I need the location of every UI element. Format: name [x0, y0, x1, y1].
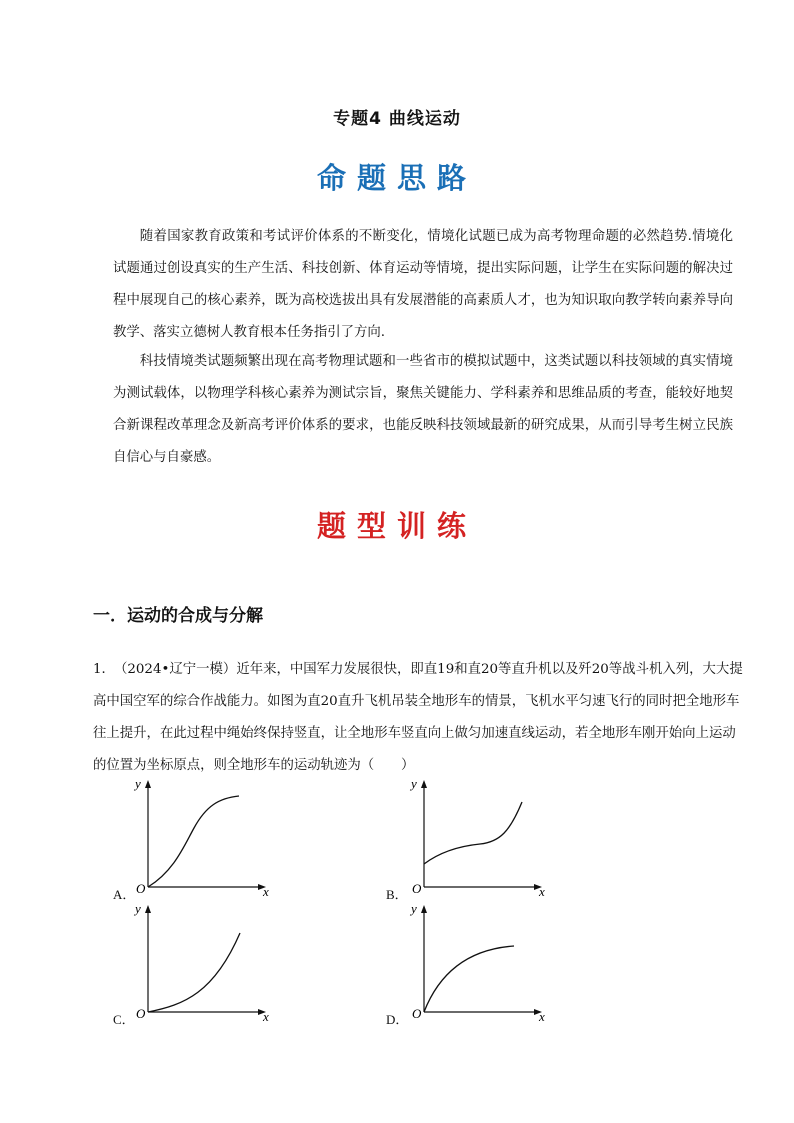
origin-label: O [136, 1006, 146, 1021]
option-a-label: A． [113, 887, 136, 902]
option-d-graph [410, 901, 550, 1023]
x-axis-label: x [263, 1009, 269, 1024]
section-heading: 一．运动的合成与分解 [93, 606, 263, 626]
heading-mingti-silu: 命题思路 [316, 161, 477, 195]
origin-label: O [136, 881, 146, 896]
y-axis-label: y [411, 776, 417, 791]
intro-paragraph-2: 科技情境类试题频繁出现在高考物理试题和一些省市的模拟试题中，这类试题以科技领域的真实情境为测试载体，以物理学科核心素养为测试宗旨，聚焦关键能力、学科素养和思维品质的考查，能较好地契合新课程改革理念及新高考评价体系的要求，也能反映科技领域最新的研究成果，从而引导考生树立民族自信心与自豪感。 [113, 354, 733, 465]
intro-paragraph-1: 随着国家教育政策和考试评价体系的不断变化，情境化试题已成为高考物理命题的必然趋势.情境化试题通过创设真实的生产生活、科技创新、体育运动等情境，提出实际问题，让学生在实际问题的解决过程中展现自己的核心素养，既为高校选拔出具有发展潜能的高素质人才，也为知识取向教学转向素养导向教学、落实立德树人教育根本任务指引了方向. [113, 229, 733, 340]
option-b-graph [410, 776, 550, 898]
heading-tixing-xunlian: 题型训练 [316, 509, 477, 543]
trajectory-curve [424, 802, 522, 864]
origin-label: O [412, 881, 422, 896]
option-b-label: B． [386, 887, 408, 902]
x-axis-label: x [263, 884, 269, 899]
y-axis-label: y [135, 901, 141, 916]
page-title: 专题4 曲线运动 [333, 109, 461, 129]
x-axis-label: x [539, 1009, 545, 1024]
origin-label: O [412, 1006, 422, 1021]
trajectory-curve [148, 796, 239, 887]
question-number: 1． [93, 662, 115, 677]
option-d-label: D． [386, 1012, 409, 1027]
question-1 [93, 654, 743, 782]
option-c-graph [134, 901, 274, 1023]
option-a-graph [134, 776, 274, 898]
y-axis-arrow [145, 780, 151, 788]
x-axis-label: x [539, 884, 545, 899]
y-axis-arrow [421, 905, 427, 913]
question-text: （2024•辽宁一模）近年来，中国军力发展很快，即直19和直20等直升机以及歼20等战斗机入列，大大提高中国空军的综合作战能力。如图为直20直升飞机吊装全地形车的情景，飞机水平匀速飞行的同时把全地形车往上提升，在此过程中绳始终保持竖直，让全地形车竖直向上做匀加速直线运动，若全地形车刚开始向上运动的位置为坐标原点，则全地形车的运动轨迹为（ ） [93, 662, 743, 773]
y-axis-label: y [135, 776, 141, 791]
y-axis-arrow [421, 780, 427, 788]
y-axis-arrow [145, 905, 151, 913]
y-axis-label: y [411, 901, 417, 916]
trajectory-curve [424, 946, 514, 1012]
trajectory-curve [148, 933, 240, 1012]
option-c-label: C． [113, 1012, 135, 1027]
